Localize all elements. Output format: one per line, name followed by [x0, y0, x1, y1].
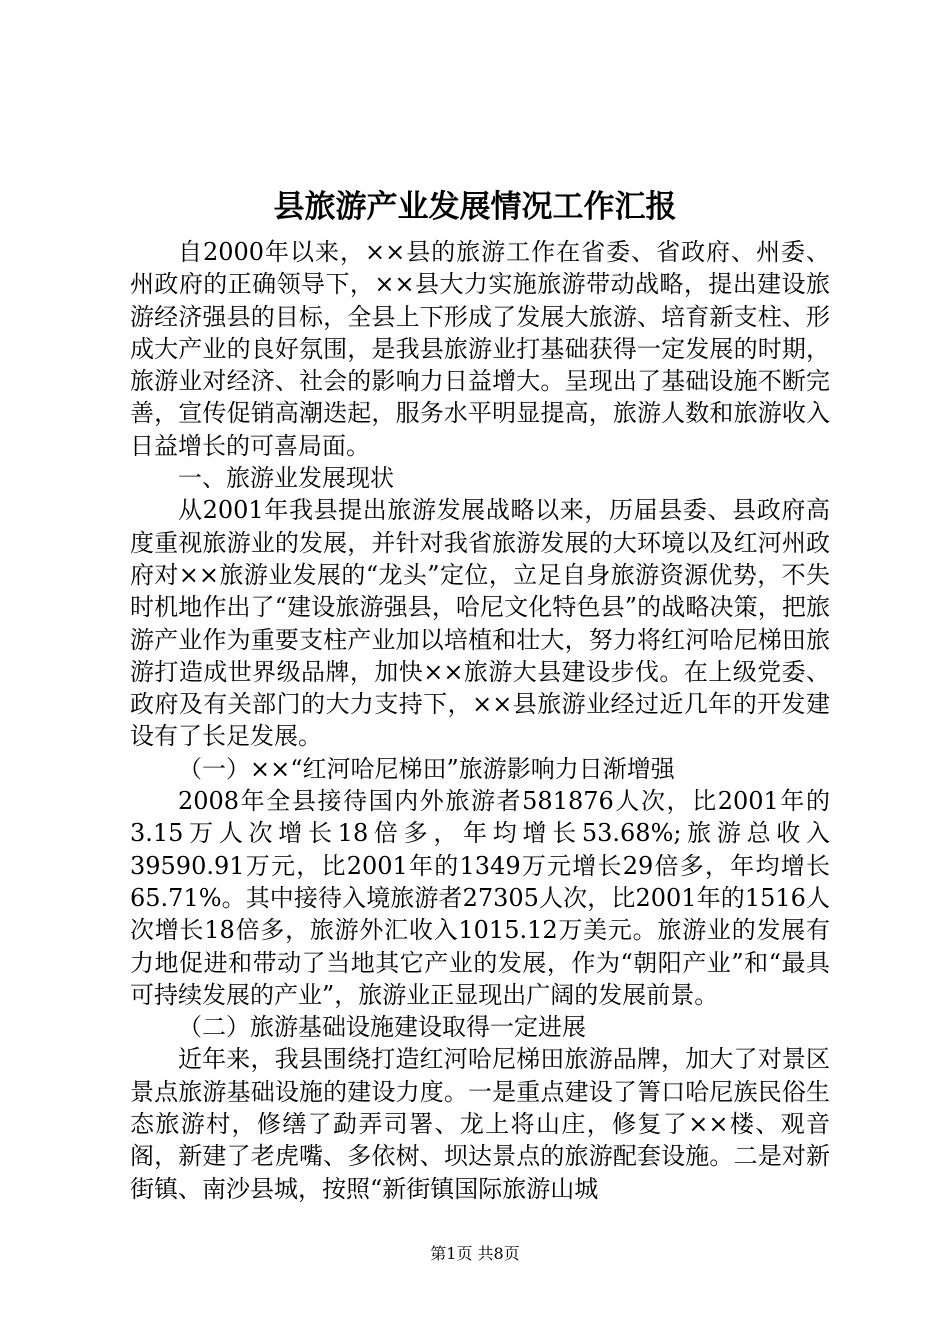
document-title: 县旅游产业发展情况工作汇报 [273, 189, 677, 225]
page-footer: 第1页 共8页 [430, 1244, 520, 1263]
section-heading-status: 一、旅游业发展现状 [178, 464, 394, 493]
paragraph-statistics: 2008年全县接待国内外旅游者581876人次，比2001年的3.15万人次增长18倍多，年均增长53.68%;旅游总收入39590.91万元，比2001年的1349万元增长29倍多，年均增长65.71%。其中接待入境旅游者27305人次，比2001年的1516人次增长18倍多，旅游外汇收入1015.12万美元。旅游业的发展有力地促进和带动了当地其它产业的发展，作为“朝阳产业”和“最具可持续发展的产业”，旅游业正显现出广阔的发展前景。 [130, 787, 830, 1009]
paragraph-strategy: 从2001年我县提出旅游发展战略以来，历届县委、县政府高度重视旅游业的发展，并针对我省旅游发展的大环境以及红河州政府对××旅游业发展的“龙头”定位，立足自身旅游资源优势，不失时机地作出了“建设旅游强县，哈尼文化特色县”的战略决策，把旅游产业作为重要支柱产业加以培植和壮大，努力将红河哈尼梯田旅游打造成世界级品牌，加快××旅游大县建设步伐。在上级党委、政府及有关部门的大力支持下，××县旅游业经过近几年的开发建设有了长足发展。 [130, 496, 830, 751]
subsection-heading-infrastructure: （二）旅游基础设施建设取得一定进展 [178, 1013, 586, 1042]
paragraph-infrastructure: 近年来，我县围绕打造红河哈尼梯田旅游品牌，加大了对景区景点旅游基础设施的建设力度。一是重点建设了箐口哈尼族民俗生态旅游村，修缮了勐弄司署、龙上将山庄，修复了××楼、观音阁，新建了老虎嘴、多依树、坝达景点的旅游配套设施。二是对新街镇、南沙县城，按照“新街镇国际旅游山城 [130, 1045, 830, 1203]
paragraph-intro: 自2000年以来，××县的旅游工作在省委、省政府、州委、州政府的正确领导下，××县大力实施旅游带动战略，提出建设旅游经济强县的目标，全县上下形成了发展大旅游、培育新支柱、形成大产业的良好氛围，是我县旅游业打基础获得一定发展的时期，旅游业对经济、社会的影响力日益增大。呈现出了基础设施不断完善，宣传促销高潮迭起，服务水平明显提高，旅游人数和旅游收入日益增长的可喜局面。 [130, 238, 830, 460]
document-body [130, 236, 830, 1205]
subsection-heading-influence: （一）××“红河哈尼梯田”旅游影响力日渐增强 [178, 754, 675, 783]
